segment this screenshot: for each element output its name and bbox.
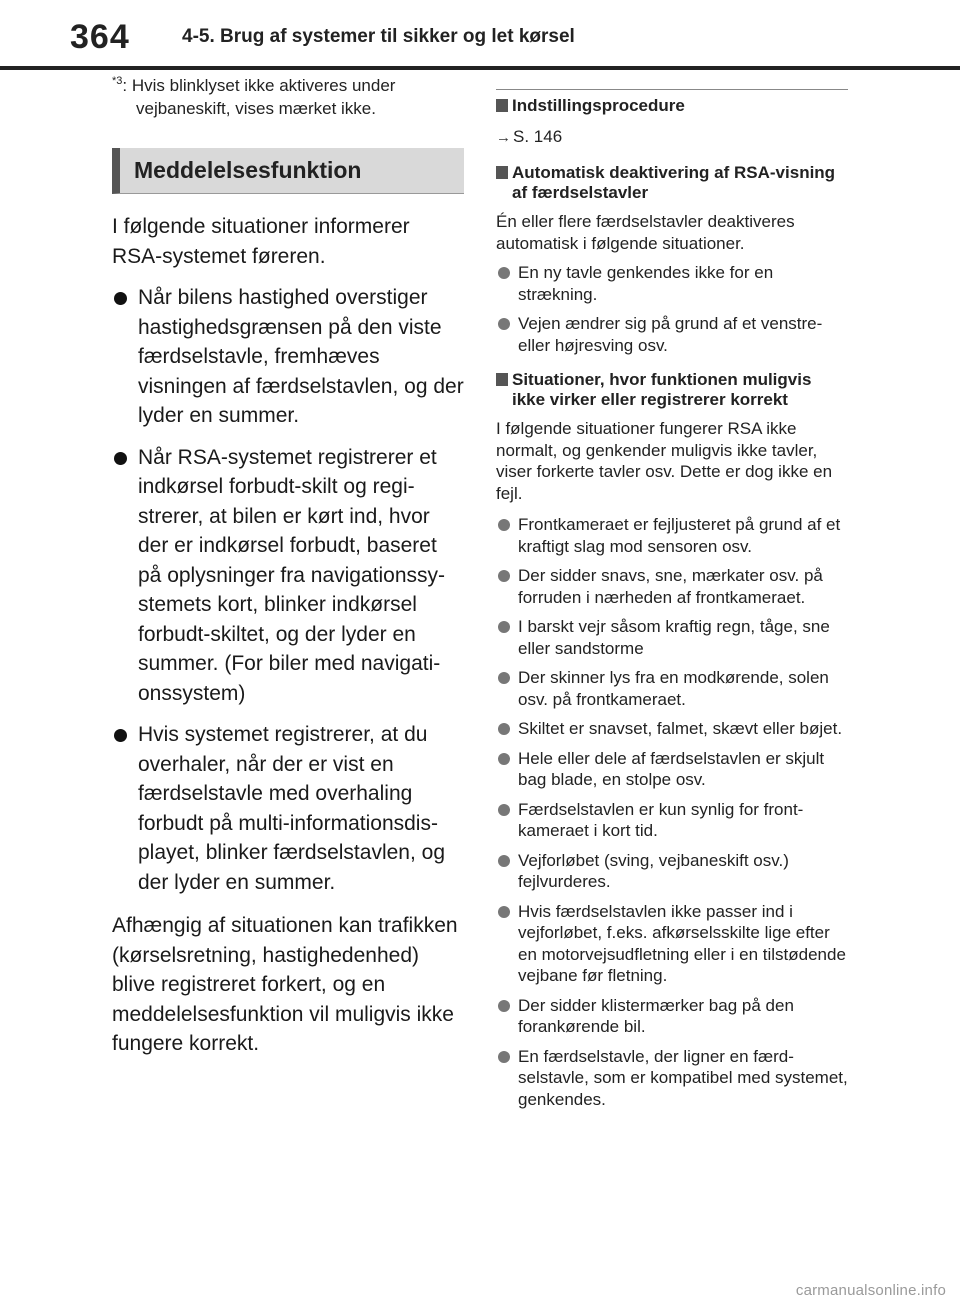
list-item-text: Når RSA-systemet registrerer et indkørsel forbudt-skilt og registrerer, at bilen er kørt ind, hvor der er indkørsel forbudt, baseret på oplysninger fra navigationssystemets kort, blinker indkørsel forbudt-skiltet, og der lyder en summer. (For biler med navigationssystem) — [138, 445, 446, 705]
situations-heading — [496, 370, 848, 410]
list-item — [496, 901, 848, 987]
arrow-right-icon: → — [496, 129, 511, 146]
intro-paragraph: I følgende situationer informerer RSA-systemet føreren. — [112, 215, 410, 268]
footnote-text: : Hvis blinklyset ikke aktiveres under vejbaneskift, vises mærket ikke. — [122, 76, 396, 118]
bullet-dot-icon — [498, 570, 510, 582]
bullet-dot-icon — [498, 519, 510, 531]
list-item — [496, 616, 848, 659]
bullet-dot-icon — [498, 804, 510, 816]
auto-deactivation-heading — [496, 163, 848, 203]
bullet-dot-icon — [498, 753, 510, 765]
bullet-dot-icon — [498, 267, 510, 279]
bullet-dot-icon — [498, 1051, 510, 1063]
bullet-dot-icon — [498, 672, 510, 684]
square-bullet-icon — [496, 99, 508, 112]
footnote-mark: *3 — [112, 75, 123, 87]
right-column — [496, 68, 848, 1110]
footnote — [112, 74, 464, 120]
list-item-text: En ny tavle genkendes ikke for en strækning. — [518, 263, 774, 304]
procedure-heading — [496, 96, 848, 116]
list-item — [496, 667, 848, 710]
bullet-dot-icon — [498, 723, 510, 735]
page-reference-text: S. 146 — [513, 127, 563, 146]
list-item — [496, 718, 848, 740]
section-title: 4-5. Brug af systemer til sikker og let kørsel — [182, 26, 575, 47]
list-item-text: Hele eller dele af færdselstavlen er skjult bag blade, en stolpe osv. — [518, 748, 825, 789]
list-item-text: Vejen ændrer sig på grund af et venstre- eller højresving osv. — [518, 314, 823, 355]
list-item — [496, 514, 848, 557]
left-column — [112, 68, 464, 1059]
bullet-dot-icon — [498, 1000, 510, 1012]
square-bullet-icon — [496, 373, 508, 386]
situations-intro: I følgende situationer fungerer RSA ikke normalt, og genkender muligvis ikke tavler, viser forkerte tavler osv. Dette er dog ikke en fejl. — [496, 419, 833, 503]
list-item — [496, 995, 848, 1038]
page-reference[interactable] — [496, 126, 848, 149]
list-item — [496, 748, 848, 791]
list-item-text: Der skinner lys fra en modkørende, solen osv. på frontkameraet. — [518, 668, 829, 709]
list-item-text: Færdselstavlen er kun synlig for frontkameraet i kort tid. — [518, 799, 804, 840]
list-item — [496, 1046, 848, 1111]
list-item-text: Der sidder klistermærker bag på den forankørende bil. — [518, 995, 794, 1036]
list-item-text: Skiltet er snavset, falmet, skævt eller bøjet. — [518, 719, 843, 738]
closing-paragraph: Afhængig af situationen kan trafikken (kørselsretning, hastighedenhed) blive registreret forkert, og en meddelelsesfunktion vil muligvis ikke fungere korrekt. — [112, 914, 458, 1055]
list-item — [112, 443, 464, 709]
page-header — [0, 0, 960, 68]
procedure-heading-text: Indstillingsprocedure — [512, 96, 685, 115]
bullet-dot-icon — [114, 452, 127, 465]
bullet-dot-icon — [498, 855, 510, 867]
list-item-text: Hvis færdselstavlen ikke passer ind i vejforløbet, f.eks. afkørselsskilte lige efter en motorvejsudfletning eller i en tilstødende vejbane før fletning. — [518, 901, 846, 985]
column-rule — [496, 89, 848, 90]
bullet-dot-icon — [498, 318, 510, 330]
list-item — [496, 799, 848, 842]
list-item-text: Frontkameraet er fejljusteret på grund af et kraftigt slag mod sensoren osv. — [518, 515, 841, 556]
list-item — [496, 850, 848, 893]
list-item — [496, 565, 848, 608]
bullet-dot-icon — [114, 729, 127, 742]
list-item-text: Når bilens hastighed overstiger hastighedsgrænsen på den viste færdselstavle, fremhæves visningen af færdselstavlen, og der lyder en summer. — [138, 286, 464, 427]
list-item — [496, 262, 848, 305]
list-item — [496, 313, 848, 356]
bullet-dot-icon — [498, 906, 510, 918]
bullet-dot-icon — [114, 292, 127, 305]
watermark-text: carmanualsonline.info — [795, 1282, 946, 1299]
list-item-text: Der sidder snavs, sne, mærkater osv. på forruden i nærheden af frontkameraet. — [518, 566, 823, 607]
situations-heading-text: Situationer, hvor funktionen muligvis ikke virker eller registrerer korrekt — [512, 370, 812, 409]
page-number: 364 — [70, 18, 130, 56]
list-item — [112, 283, 464, 431]
auto-deactivation-heading-text: Automatisk deaktivering af RSA-visning af færdselstavler — [512, 163, 836, 202]
list-item — [112, 720, 464, 897]
list-item-text: En færdselstavle, der ligner en færdselstavle, som er kompatibel med systemet, genkendes. — [518, 1046, 848, 1109]
list-item-text: Hvis systemet registrerer, at du overhaler, når der er vist en færdselstavle med overhaling forbudt på multi-informationsdisplayet, blinker færdselstavlen, og der lyder en summer. — [138, 723, 445, 894]
list-item-text: Vejforløbet (sving, vejbaneskift osv.) fejlvurderes. — [518, 850, 789, 891]
bullet-dot-icon — [498, 621, 510, 633]
list-item-text: I barskt vejr såsom kraftig regn, tåge, sne eller sandstorme — [518, 617, 830, 658]
square-bullet-icon — [496, 166, 508, 179]
section-heading: Meddelelsesfunktion — [112, 148, 464, 194]
auto-intro: Én eller flere færdselstavler deaktiveres automatisk i følgende situationer. — [496, 212, 795, 253]
